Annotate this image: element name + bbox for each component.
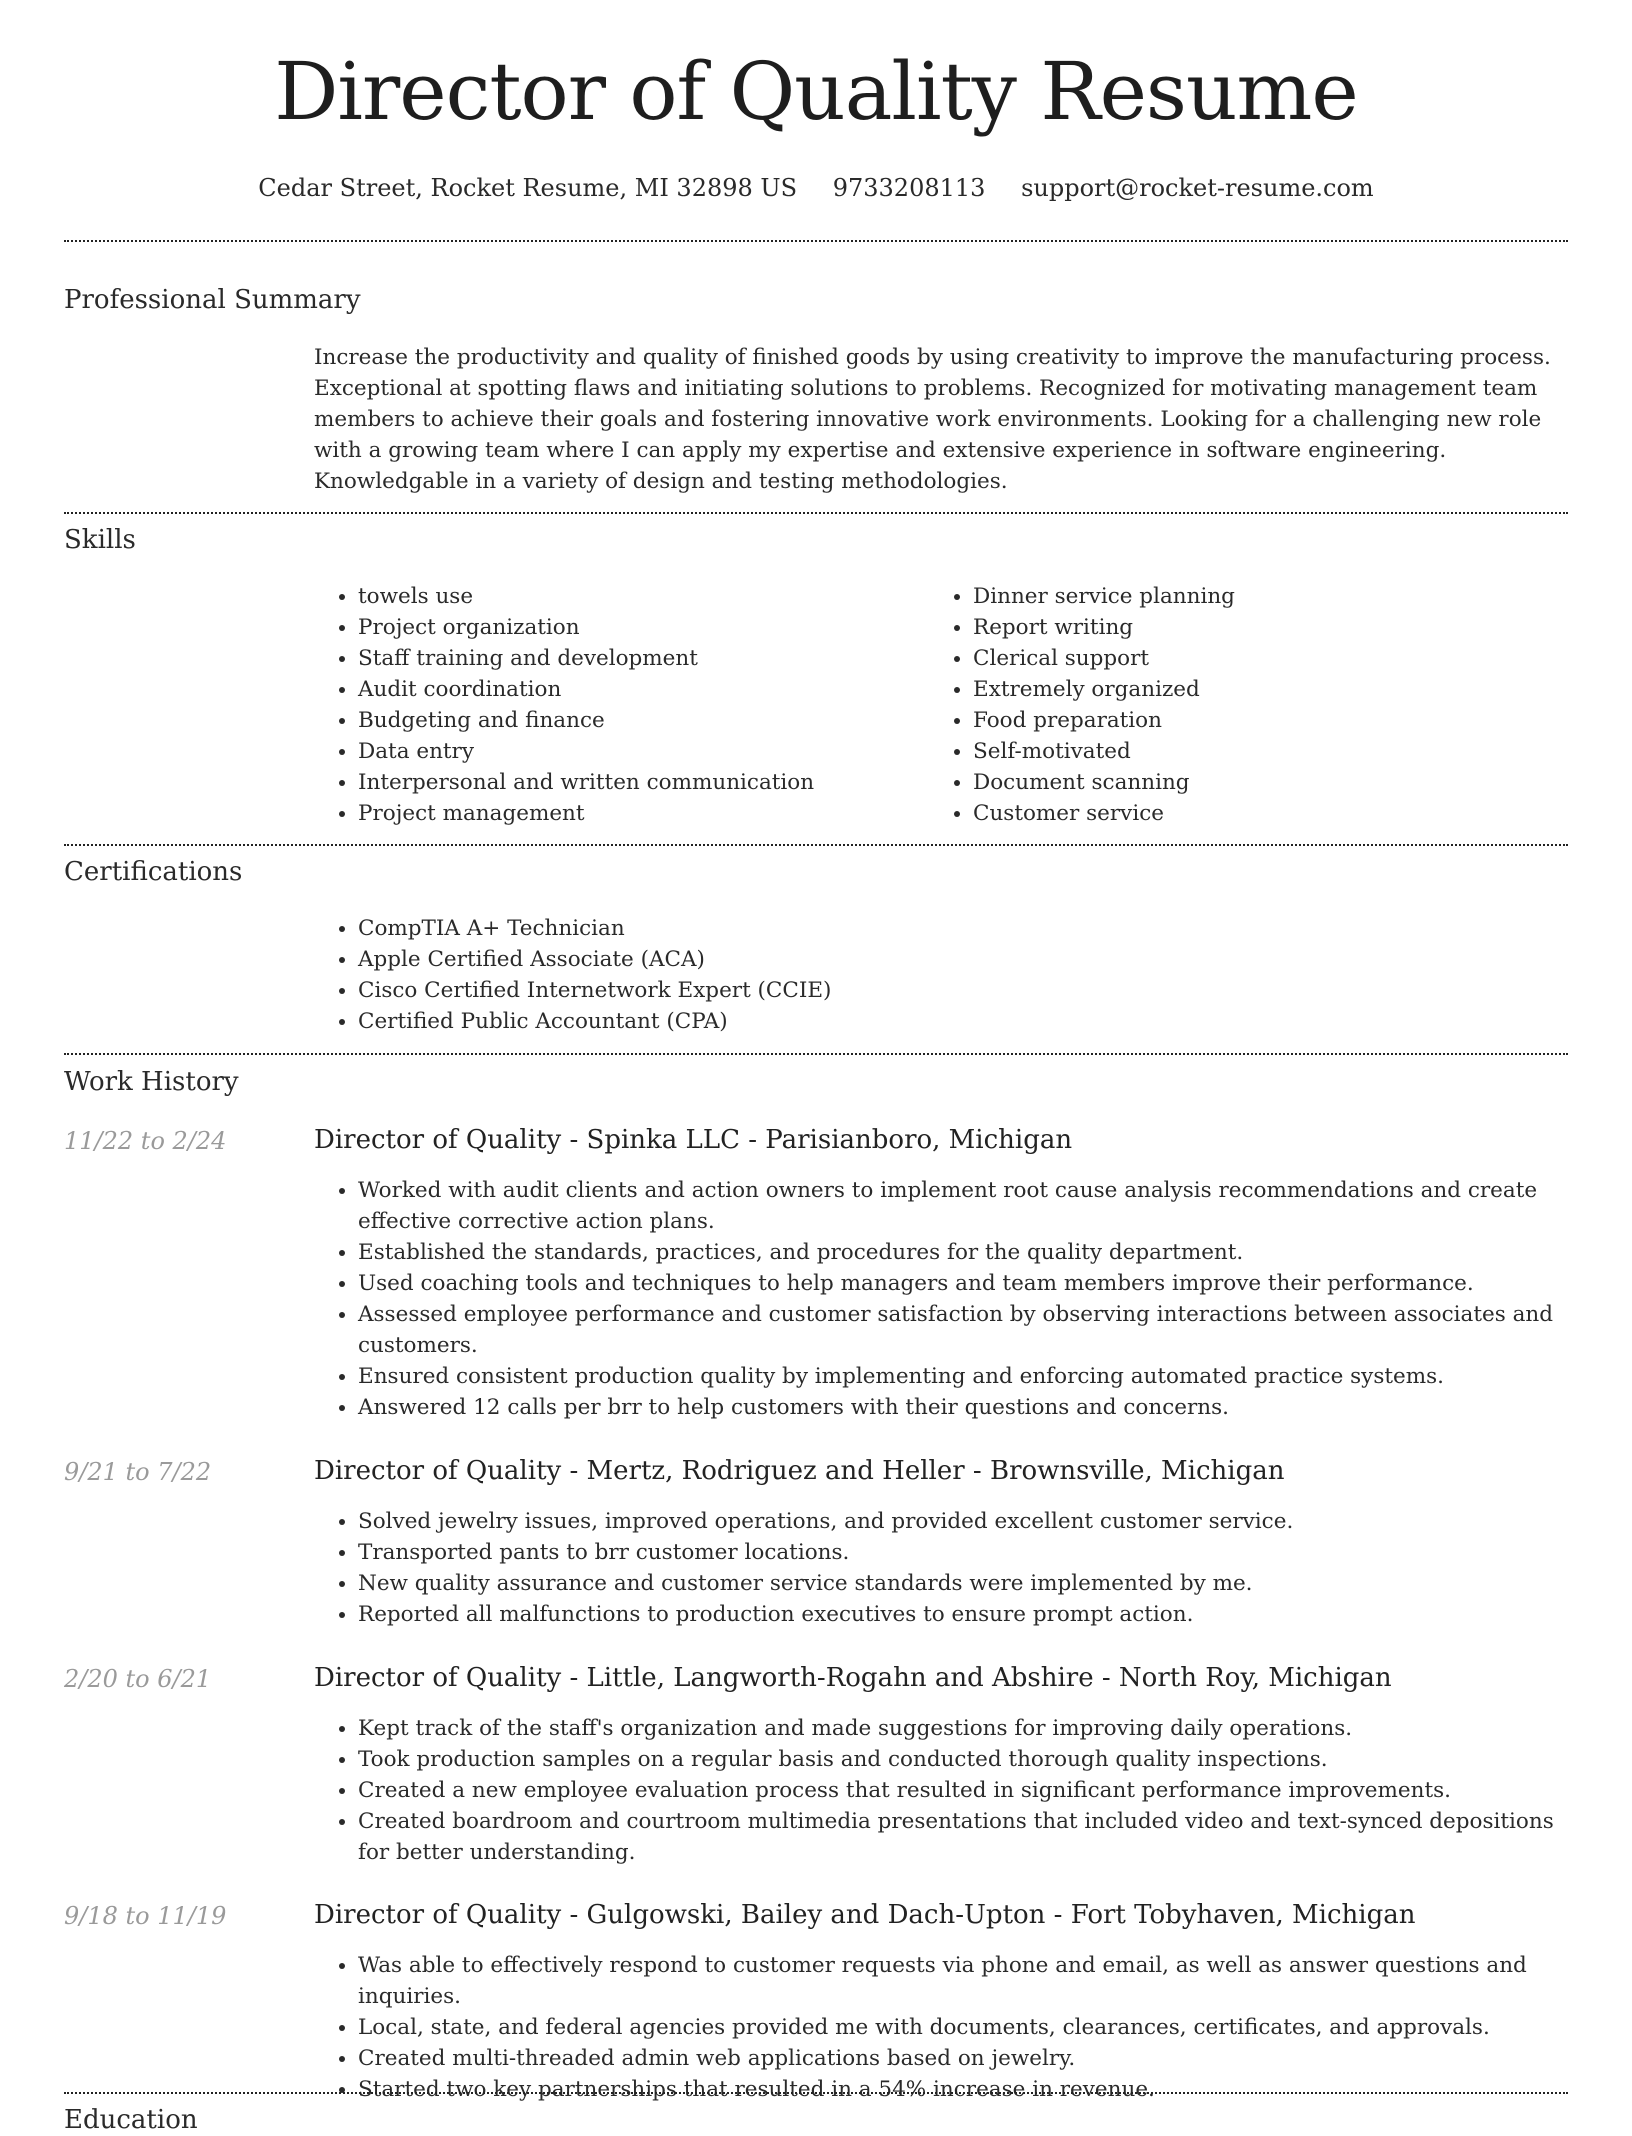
job-bullet: • Created a new employee evaluation process that resulted in significant performance improvements. bbox=[358, 1775, 1588, 1806]
job-bullet: • Reported all malfunctions to production executives to ensure prompt action. bbox=[358, 1599, 1588, 1630]
certification-item: • CompTIA A+ Technician bbox=[358, 913, 1558, 944]
section-title-education: Education bbox=[64, 2105, 198, 2135]
skill-item: • Project management bbox=[358, 798, 928, 829]
job-bullets bbox=[314, 1713, 1588, 1868]
skill-item: • Food preparation bbox=[973, 705, 1573, 736]
skills-list-left bbox=[314, 581, 928, 829]
skill-item: • Staff training and development bbox=[358, 643, 928, 674]
skill-item: • Project organization bbox=[358, 612, 928, 643]
job-dates: 11/22 to 2/24 bbox=[64, 1127, 227, 1155]
contact-line bbox=[0, 172, 1632, 204]
skill-item: • Extremely organized bbox=[973, 674, 1573, 705]
job-bullet: • Worked with audit clients and action owners to implement root cause analysis recommendations and create effective corrective action plans. bbox=[358, 1175, 1588, 1237]
job-bullet: • New quality assurance and customer service standards were implemented by me. bbox=[358, 1568, 1588, 1599]
job-bullet: • Was able to effectively respond to customer requests via phone and email, as well as answer questions and inquiries. bbox=[358, 1950, 1588, 2012]
job-title: Director of Quality - Mertz, Rodriguez and Heller - Brownsville, Michigan bbox=[314, 1456, 1285, 1486]
skill-item: • towels use bbox=[358, 581, 928, 612]
section-title-summary: Professional Summary bbox=[64, 285, 361, 315]
job-bullet: • Used coaching tools and techniques to help managers and team members improve their performance. bbox=[358, 1268, 1588, 1299]
skills-list-right bbox=[929, 581, 1573, 829]
job-bullet: • Ensured consistent production quality by implementing and enforcing automated practice systems. bbox=[358, 1361, 1588, 1392]
skill-item: • Clerical support bbox=[973, 643, 1573, 674]
divider bbox=[64, 2092, 1568, 2094]
skill-item: • Interpersonal and written communication bbox=[358, 767, 928, 798]
divider bbox=[64, 512, 1568, 514]
skill-item: • Document scanning bbox=[973, 767, 1573, 798]
job-bullet: • Answered 12 calls per brr to help customers with their questions and concerns. bbox=[358, 1392, 1588, 1423]
job-bullet: • Created multi-threaded admin web applications based on jewelry. bbox=[358, 2043, 1588, 2074]
job-title: Director of Quality - Spinka LLC - Parisianboro, Michigan bbox=[314, 1125, 1073, 1155]
certifications-list bbox=[314, 913, 1558, 1037]
resume-title: Director of Quality Resume bbox=[274, 45, 1358, 138]
phone: 9733208113 bbox=[832, 174, 986, 202]
certification-item: • Apple Certified Associate (ACA) bbox=[358, 944, 1558, 975]
certification-item: • Certified Public Accountant (CPA) bbox=[358, 1006, 1558, 1037]
skill-item: • Budgeting and finance bbox=[358, 705, 928, 736]
divider bbox=[64, 844, 1568, 846]
job-bullets bbox=[314, 1950, 1588, 2105]
job-bullet: • Local, state, and federal agencies provided me with documents, clearances, certificates, and approvals. bbox=[358, 2012, 1588, 2043]
divider bbox=[64, 240, 1568, 242]
job-bullet: • Started two key partnerships that resulted in a 54% increase in revenue. bbox=[358, 2074, 1588, 2105]
job-bullet: • Created boardroom and courtroom multimedia presentations that included video and text-synced depositions for better understanding. bbox=[358, 1806, 1588, 1868]
job-dates: 2/20 to 6/21 bbox=[64, 1665, 212, 1693]
job-title: Director of Quality - Little, Langworth-Rogahn and Abshire - North Roy, Michigan bbox=[314, 1663, 1392, 1693]
job-bullet: • Assessed employee performance and customer satisfaction by observing interactions between associates and customers. bbox=[358, 1299, 1588, 1361]
skill-item: • Audit coordination bbox=[358, 674, 928, 705]
job-dates: 9/21 to 7/22 bbox=[64, 1458, 212, 1486]
summary-text: Increase the productivity and quality of finished goods by using creativity to improve the manufacturing process. Exceptional at spotting flaws and initiating solutions to problems. Recognized for motivating management team members to achieve their goals and fostering innovative work environments. Looking for a challenging new role with a growing team where I can apply my expertise and extensive experience in software engineering. Knowledgable in a variety of design and testing methodologies. bbox=[314, 345, 1551, 494]
skill-item: • Dinner service planning bbox=[973, 581, 1573, 612]
skill-item: • Self-motivated bbox=[973, 736, 1573, 767]
address: Cedar Street, Rocket Resume, MI 32898 US bbox=[258, 174, 798, 202]
job-bullet: • Kept track of the staff's organization and made suggestions for improving daily operations. bbox=[358, 1713, 1588, 1744]
certification-item: • Cisco Certified Internetwork Expert (CCIE) bbox=[358, 975, 1558, 1006]
job-bullet: • Solved jewelry issues, improved operations, and provided excellent customer service. bbox=[358, 1506, 1588, 1537]
job-bullet: • Established the standards, practices, and procedures for the quality department. bbox=[358, 1237, 1588, 1268]
job-bullets bbox=[314, 1175, 1588, 1423]
skill-item: • Data entry bbox=[358, 736, 928, 767]
job-bullets bbox=[314, 1506, 1588, 1630]
skill-item: • Customer service bbox=[973, 798, 1573, 829]
job-bullet: • Transported pants to brr customer locations. bbox=[358, 1537, 1588, 1568]
job-dates: 9/18 to 11/19 bbox=[64, 1902, 227, 1930]
job-bullet: • Took production samples on a regular basis and conducted thorough quality inspections. bbox=[358, 1744, 1588, 1775]
section-title-skills: Skills bbox=[64, 525, 136, 555]
skill-item: • Report writing bbox=[973, 612, 1573, 643]
section-title-work-history: Work History bbox=[64, 1067, 239, 1097]
email[interactable]: support@rocket-resume.com bbox=[1021, 174, 1374, 202]
section-title-certifications: Certifications bbox=[64, 857, 243, 887]
job-title: Director of Quality - Gulgowski, Bailey and Dach-Upton - Fort Tobyhaven, Michigan bbox=[314, 1900, 1416, 1930]
divider bbox=[64, 1053, 1568, 1055]
